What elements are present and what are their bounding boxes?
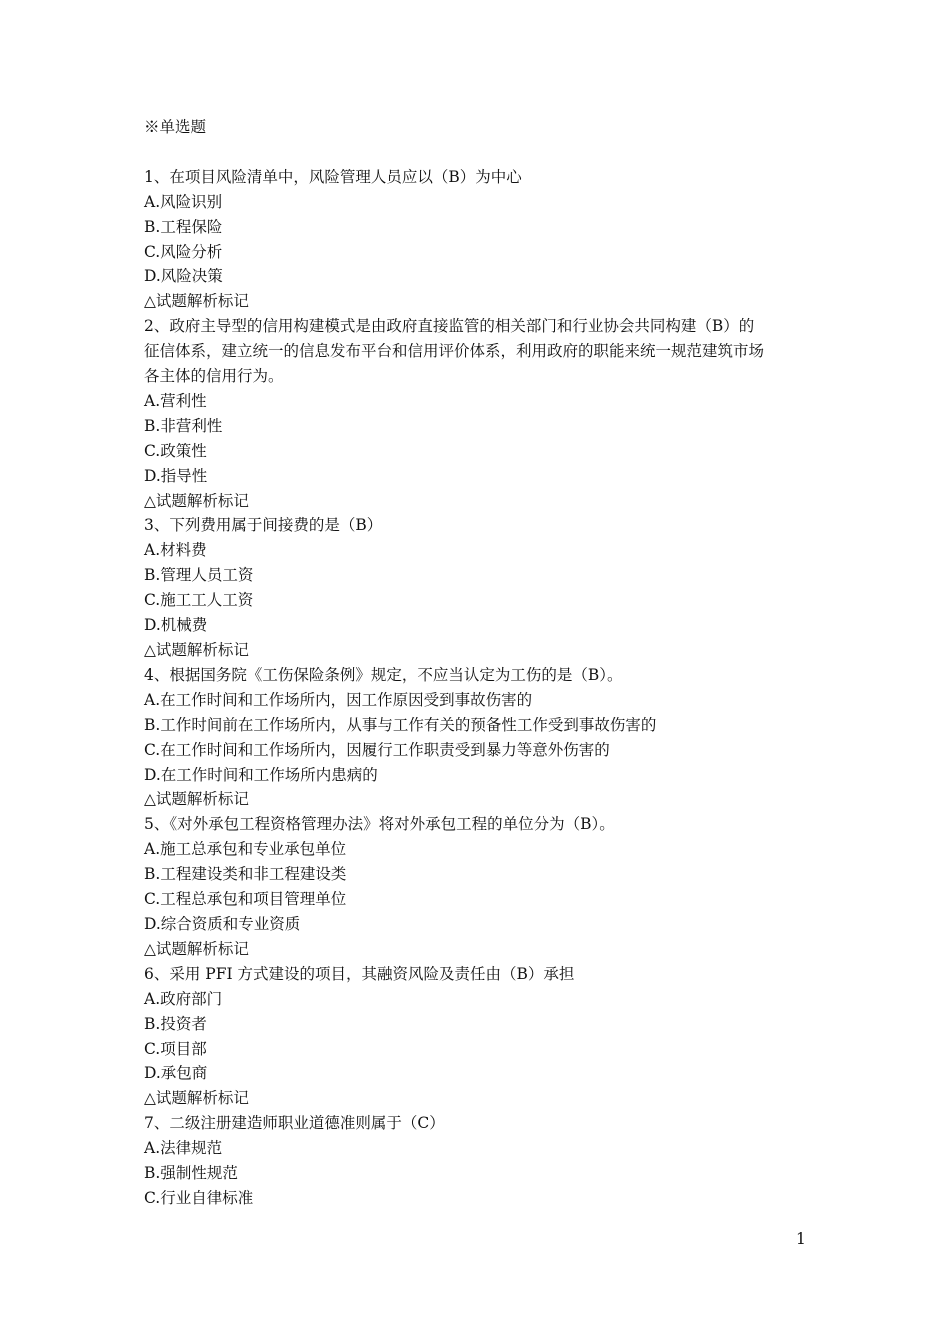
question-stem-line-3: 各主体的信用行为。 xyxy=(144,367,284,386)
option-d: D.承包商 xyxy=(144,1064,208,1083)
option-d: D.在工作时间和工作场所内患病的 xyxy=(144,765,378,784)
question-stem: 4、根据国务院《工伤保险条例》规定，不应当认定为工伤的是（B）。 xyxy=(144,665,623,684)
question-stem: 5、《对外承包工程资格管理办法》将对外承包工程的单位分为（B）。 xyxy=(144,815,615,834)
question-stem-line-1: 2、政府主导型的信用构建模式是由政府直接监管的相关部门和行业协会共同构建（B）的 xyxy=(144,317,755,336)
option-b: B.工程建设类和非工程建设类 xyxy=(144,865,347,884)
analysis-note: △试题解析标记 xyxy=(144,491,249,510)
option-a: A.施工总承包和专业承包单位 xyxy=(144,840,347,859)
question-4 xyxy=(144,663,814,812)
option-b: B.工作时间前在工作场所内，从事与工作有关的预备性工作受到事故伤害的 xyxy=(144,715,657,734)
question-stem: 7、二级注册建造师职业道德准则属于（C） xyxy=(144,1114,445,1133)
option-a: A.在工作时间和工作场所内，因工作原因受到事故伤害的 xyxy=(144,690,533,709)
option-b: B.管理人员工资 xyxy=(144,566,254,585)
option-c: C.项目部 xyxy=(144,1039,207,1058)
question-2 xyxy=(144,314,814,513)
analysis-note: △试题解析标记 xyxy=(144,1089,249,1108)
option-c: C.工程总承包和项目管理单位 xyxy=(144,890,347,909)
option-d: D.机械费 xyxy=(144,616,208,635)
option-c: C.在工作时间和工作场所内，因履行工作职责受到暴力等意外伤害的 xyxy=(144,740,610,759)
option-c: C.政策性 xyxy=(144,441,207,460)
section-title: ※单选题 xyxy=(144,118,207,136)
question-1 xyxy=(144,165,814,314)
question-6 xyxy=(144,962,814,1111)
option-a: A.法律规范 xyxy=(144,1139,223,1158)
page-number: 1 xyxy=(796,1230,806,1248)
question-stem: 6、采用 PFI 方式建设的项目，其融资风险及责任由（B）承担 xyxy=(144,964,575,983)
option-a: A.材料费 xyxy=(144,541,207,560)
question-7 xyxy=(144,1111,814,1211)
option-c: C.施工工人工资 xyxy=(144,591,254,610)
question-3 xyxy=(144,513,814,662)
analysis-note: △试题解析标记 xyxy=(144,939,249,958)
option-d: D.综合资质和专业资质 xyxy=(144,914,301,933)
option-a: A.营利性 xyxy=(144,391,207,410)
question-stem: 3、下列费用属于间接费的是（B） xyxy=(144,516,383,535)
option-b: B.投资者 xyxy=(144,1014,207,1033)
question-stem-line-2: 征信体系，建立统一的信息发布平台和信用评价体系，利用政府的职能来统一规范建筑市场 xyxy=(144,342,765,361)
option-d: D.指导性 xyxy=(144,466,208,485)
question-stem: 1、在项目风险清单中，风险管理人员应以（B）为中心 xyxy=(144,167,522,186)
option-c: C.行业自律标准 xyxy=(144,1188,254,1207)
analysis-note: △试题解析标记 xyxy=(144,790,249,809)
option-a: A.政府部门 xyxy=(144,989,223,1008)
option-b: B.强制性规范 xyxy=(144,1164,238,1183)
option-d: D.风险决策 xyxy=(144,267,223,286)
option-a: A.风险识别 xyxy=(144,192,223,211)
analysis-note: △试题解析标记 xyxy=(144,292,249,311)
question-5 xyxy=(144,812,814,961)
page-content xyxy=(144,115,814,1211)
option-c: C.风险分析 xyxy=(144,242,223,261)
option-b: B.非营利性 xyxy=(144,416,223,435)
option-b: B.工程保险 xyxy=(144,217,223,236)
analysis-note: △试题解析标记 xyxy=(144,641,249,660)
